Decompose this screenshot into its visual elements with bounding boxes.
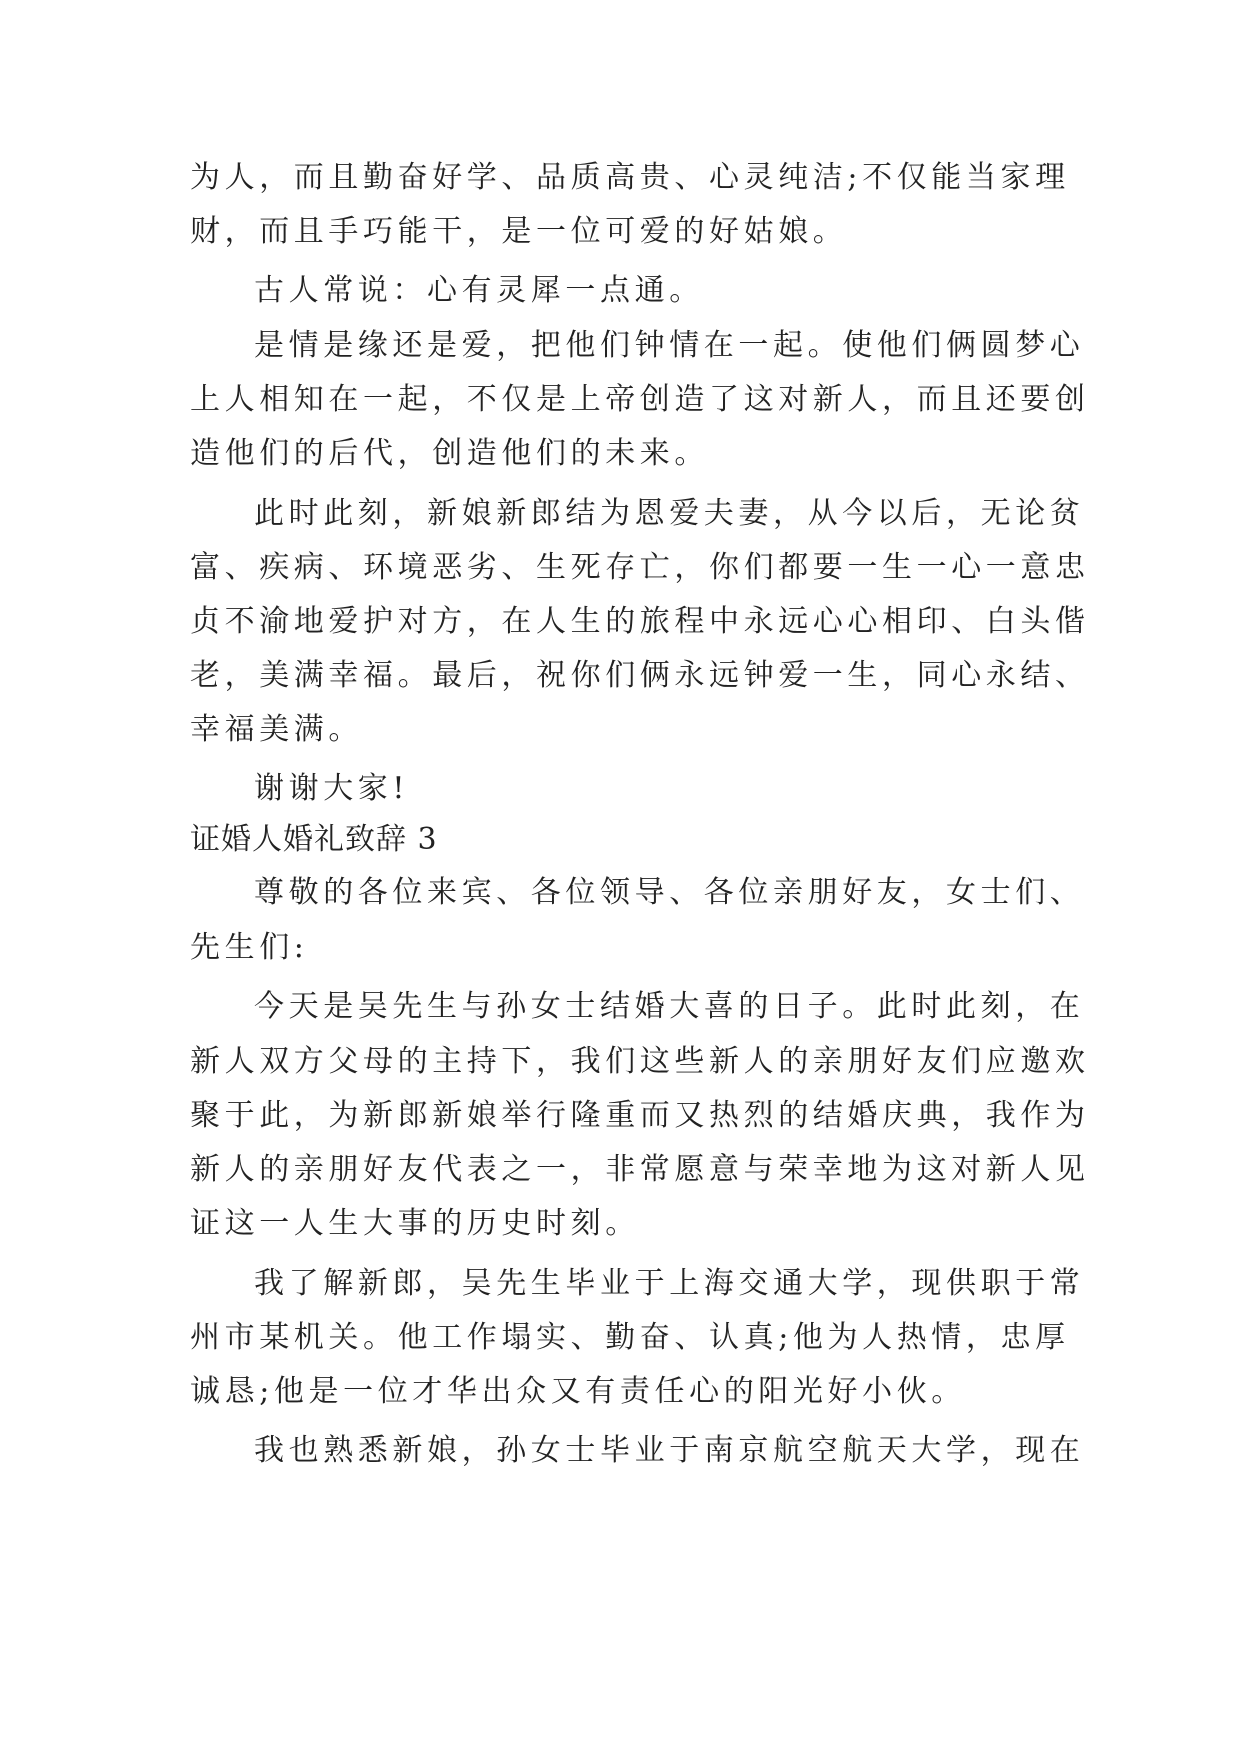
section-heading: 证婚人婚礼致辞 3 xyxy=(190,822,438,857)
text-line: 造他们的后代，创造他们的未来。 xyxy=(190,436,709,471)
text-line: 新人的亲朋好友代表之一，非常愿意与荣幸地为这对新人见 xyxy=(190,1152,1090,1187)
text-line: 此时此刻，新娘新郎结为恩爱夫妻，从今以后，无论贫 xyxy=(254,496,1085,531)
text-line: 诚恳;他是一位才华出众又有责任心的阳光好小伙。 xyxy=(190,1374,966,1409)
text-line: 今天是吴先生与孙女士结婚大喜的日子。此时此刻，在 xyxy=(254,989,1085,1024)
text-line: 古人常说：心有灵犀一点通。 xyxy=(254,273,704,308)
text-line: 新人双方父母的主持下，我们这些新人的亲朋好友们应邀欢 xyxy=(190,1044,1090,1079)
text-line: 贞不渝地爱护对方，在人生的旅程中永远心心相印、白头偕 xyxy=(190,604,1090,639)
text-line: 富、疾病、环境恶劣、生死存亡，你们都要一生一心一意忠 xyxy=(190,550,1090,585)
text-line: 我也熟悉新娘，孙女士毕业于南京航空航天大学，现在 xyxy=(254,1433,1085,1468)
text-line: 先生们: xyxy=(190,930,309,965)
text-line: 上人相知在一起，不仅是上帝创造了这对新人，而且还要创 xyxy=(190,382,1090,417)
text-line: 幸福美满。 xyxy=(190,712,363,747)
text-line: 财，而且手巧能干，是一位可爱的好姑娘。 xyxy=(190,214,848,249)
text-line: 谢谢大家! xyxy=(254,771,410,806)
text-line: 证这一人生大事的历史时刻。 xyxy=(190,1206,640,1241)
text-line: 是情是缘还是爱，把他们钟情在一起。使他们俩圆梦心 xyxy=(254,328,1085,363)
text-line: 州市某机关。他工作塌实、勤奋、认真;他为人热情，忠厚 xyxy=(190,1320,1070,1355)
text-line: 我了解新郎，吴先生毕业于上海交通大学，现供职于常 xyxy=(254,1266,1085,1301)
text-line: 尊敬的各位来宾、各位领导、各位亲朋好友，女士们、 xyxy=(254,875,1085,910)
text-line: 为人，而且勤奋好学、品质高贵、心灵纯洁;不仅能当家理 xyxy=(190,160,1070,195)
text-line: 聚于此，为新郎新娘举行隆重而又热烈的结婚庆典，我作为 xyxy=(190,1098,1090,1133)
text-line: 老，美满幸福。最后，祝你们俩永远钟爱一生，同心永结、 xyxy=(190,658,1090,693)
